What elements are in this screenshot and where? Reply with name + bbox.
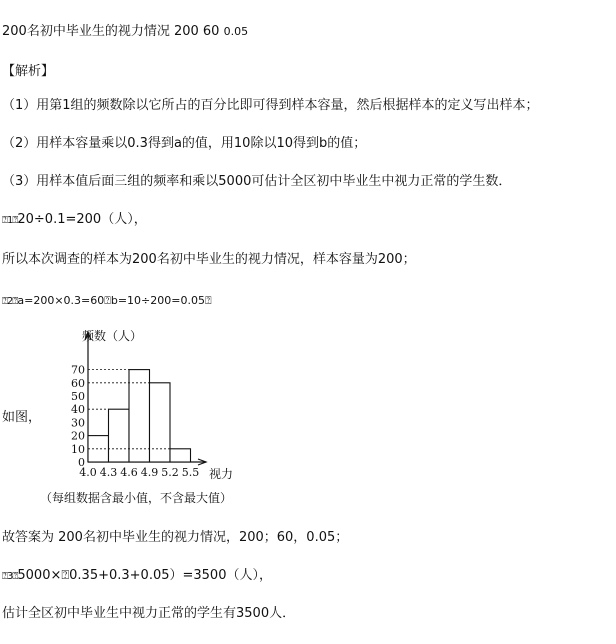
histogram-bar [150,383,171,462]
x-tick-label: 4.0 [79,466,97,479]
chart-bars [88,370,191,462]
x-tick-label: 4.3 [99,466,118,479]
chart-x-ticks [79,466,199,479]
calc-1-line [2,212,147,229]
answer-fill-line [2,24,248,40]
answer-fill-small: 0.05 [223,25,249,38]
y-tick-label: 10 [71,442,85,456]
y-tick-label: 40 [71,403,85,417]
calc-2-line [2,293,212,310]
chart-y-ticks [71,364,85,469]
analysis-heading: 【解析】 [2,64,55,79]
step-2: （2）用样本容量乘以0.3得到a的值，用10除以10得到b的值； [2,136,367,151]
conclusion: 估计全区初中毕业生中视力正常的学生有3500人． [2,606,296,621]
x-axis-label: 视力 [209,467,234,481]
y-tick-label: 70 [71,363,85,377]
step-1: （1）用第1组的频数除以它所占的百分比即可得到样本容量，然后根据样本的定义写出样本； [2,98,539,113]
calc-2-marker: ⍰2⍰ [2,296,18,307]
y-tick-label: 50 [71,390,85,403]
y-tick-label: 0 [78,456,85,469]
histogram-bar [129,370,150,462]
y-tick-label: 20 [71,429,85,443]
calc-1: 20÷0.1=200（人）， [17,212,147,227]
calc-3-line [2,568,272,585]
calc-2: a=200×0.3=60⍰b=10÷200=0.05⍰ [17,294,212,307]
histogram-chart [58,326,278,516]
figure-label: 如图， [2,410,42,425]
x-tick-label: 4.9 [140,466,159,479]
chart-note: （每组数据含最小值，不含最大值） [40,491,233,505]
x-tick-label: 5.2 [161,466,179,479]
answer-fill-text: 200名初中毕业生的视力情况 200 60 [2,24,224,39]
calc-3-marker: ⍰3⍰ [2,571,18,582]
y-tick-label: 30 [71,416,85,430]
histogram-bar [109,409,130,462]
calc-3: 5000×⍰0.35+0.3+0.05）=3500（人）， [17,568,272,583]
x-tick-label: 4.6 [120,466,138,479]
answer-summary: 故答案为 200名初中毕业生的视力情况，200；60，0.05； [2,530,349,545]
x-tick-label: 5.5 [181,466,200,479]
y-axis-label: 频数（人） [82,329,143,343]
calc-1-text: 所以本次调查的样本为200名初中毕业生的视力情况，样本容量为200； [2,252,416,267]
y-tick-label: 60 [71,376,85,390]
histogram-bar [170,449,191,462]
step-3: （3）用样本值后面三组的频率和乘以5000可估计全区初中毕业生中视力正常的学生数． [2,174,512,189]
calc-1-marker: ⍰1⍰ [2,215,18,226]
